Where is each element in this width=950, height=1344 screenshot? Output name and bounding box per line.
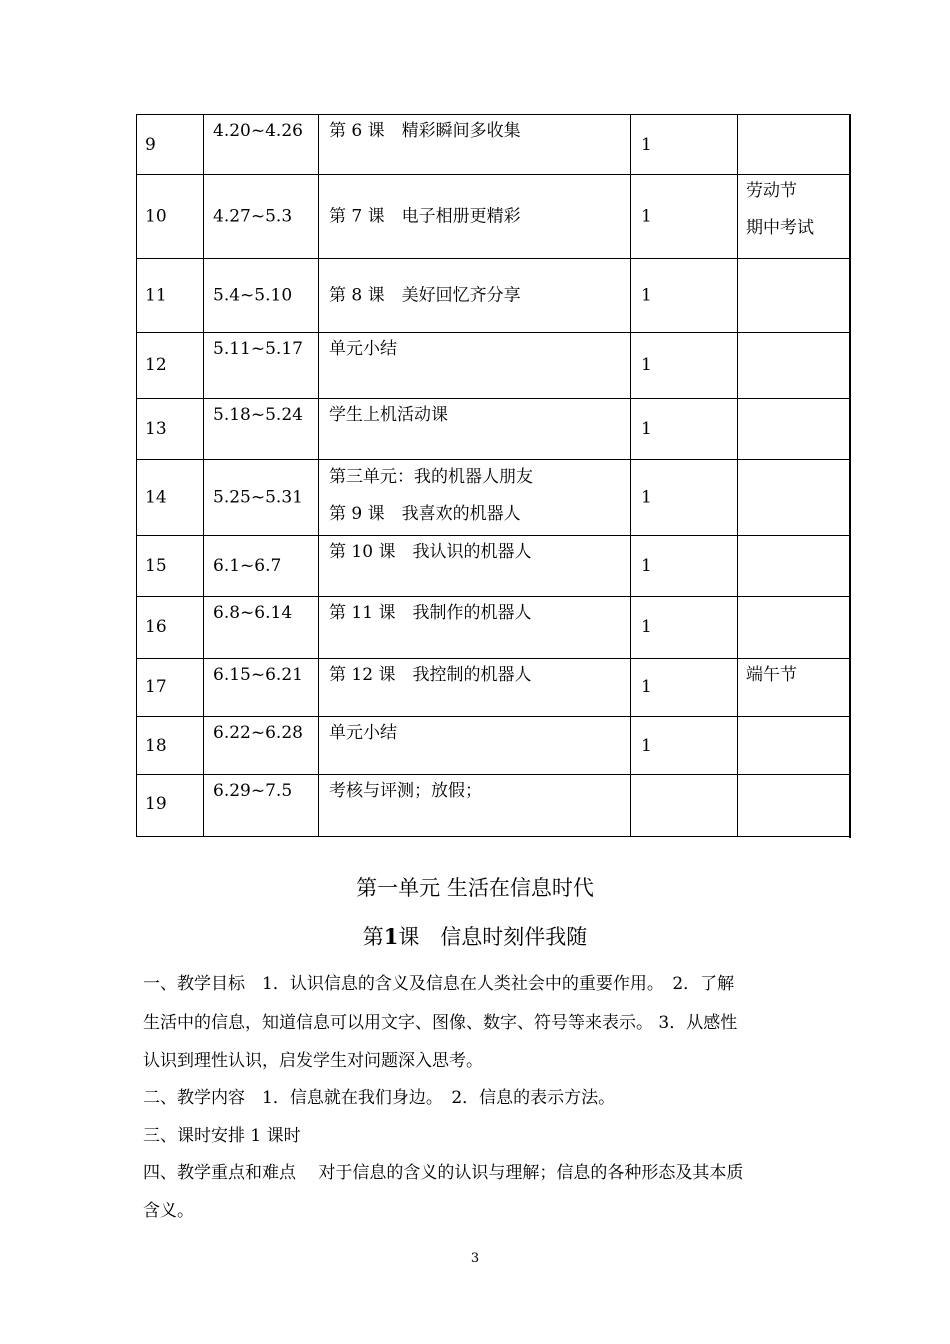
- remark: 期中考试: [746, 218, 814, 238]
- week-number: 10: [145, 206, 167, 226]
- class-hours: 1: [641, 617, 652, 637]
- lesson-content: 第 11 课 我制作的机器人: [329, 603, 532, 623]
- paragraph-line: 一、教学目标 1．认识信息的含义及信息在人类社会中的重要作用。 2．了解: [143, 974, 735, 994]
- class-hours: 1: [641, 736, 652, 756]
- paragraph-line: 含义。: [143, 1201, 194, 1221]
- week-number: 12: [145, 355, 167, 375]
- remark: 劳动节: [746, 181, 797, 201]
- table-row: [137, 115, 850, 175]
- date-range: 6.29~7.5: [213, 781, 293, 801]
- table-row: [137, 536, 850, 597]
- week-number: 9: [145, 135, 156, 155]
- date-range: 6.15~6.21: [213, 665, 303, 685]
- class-hours: 1: [641, 206, 652, 226]
- lesson-title-prefix: 第: [362, 925, 384, 949]
- paragraph-line: 生活中的信息，知道信息可以用文字、图像、数字、符号等来表示。 3．从感性: [143, 1013, 738, 1033]
- table-right-border: [849, 114, 851, 838]
- table-row: [137, 333, 850, 399]
- page-number: 3: [470, 1251, 480, 1266]
- lesson-content: 第 9 课 我喜欢的机器人: [329, 504, 521, 524]
- lesson-content: 第 8 课 美好回忆齐分享: [329, 285, 521, 305]
- class-hours: 1: [641, 355, 652, 375]
- class-hours: 1: [641, 677, 652, 697]
- table-row: [137, 399, 850, 460]
- lesson-content: 考核与评测；放假；: [329, 781, 482, 801]
- week-number: 18: [145, 736, 167, 756]
- class-hours: 1: [641, 419, 652, 439]
- lesson-title-suffix: 课 信息时刻伴我随: [398, 925, 588, 949]
- date-range: 4.27~5.3: [213, 206, 293, 226]
- paragraph-line: 认识到理性认识，启发学生对问题深入思考。: [143, 1051, 483, 1071]
- class-hours: 1: [641, 135, 652, 155]
- date-range: 4.20~4.26: [213, 121, 303, 141]
- table-row: [137, 659, 850, 717]
- week-number: 17: [145, 677, 167, 697]
- unit-title: 第一单元 生活在信息时代: [356, 876, 594, 900]
- lesson-content: 学生上机活动课: [329, 405, 448, 425]
- lesson-title-number: 1: [383, 924, 399, 949]
- table-row: [137, 775, 850, 837]
- week-number: 16: [145, 617, 167, 637]
- class-hours: 1: [641, 556, 652, 576]
- date-range: 6.1~6.7: [213, 556, 282, 576]
- schedule-table: [136, 114, 850, 837]
- date-range: 6.8~6.14: [213, 603, 293, 623]
- week-number: 15: [145, 556, 167, 576]
- table-row: [137, 460, 850, 536]
- lesson-content: 第 6 课 精彩瞬间多收集: [329, 121, 521, 141]
- week-number: 14: [145, 487, 167, 507]
- week-number: 13: [145, 419, 167, 439]
- lesson-content: 第 12 课 我控制的机器人: [329, 665, 532, 685]
- paragraph-line: 二、教学内容 1．信息就在我们身边。 2．信息的表示方法。: [143, 1088, 616, 1108]
- lesson-title: [0, 921, 950, 951]
- date-range: 5.25~5.31: [213, 487, 303, 507]
- remark: 端午节: [746, 665, 797, 685]
- lesson-content: 单元小结: [329, 339, 397, 359]
- class-hours: 1: [641, 487, 652, 507]
- lesson-content: 单元小结: [329, 723, 397, 743]
- class-hours: 1: [641, 285, 652, 305]
- table-row: [137, 259, 850, 333]
- date-range: 5.11~5.17: [213, 339, 303, 359]
- week-number: 11: [145, 285, 167, 305]
- week-number: 19: [145, 794, 167, 814]
- table-row: [137, 717, 850, 775]
- date-range: 5.18~5.24: [213, 405, 303, 425]
- table-row: [137, 597, 850, 659]
- paragraph-line: 三、课时安排 1 课时: [143, 1126, 301, 1146]
- date-range: 5.4~5.10: [213, 285, 293, 305]
- lesson-content: 第 7 课 电子相册更精彩: [329, 206, 521, 226]
- table-row: [137, 175, 850, 259]
- paragraph-line: 四、教学重点和难点 对于信息的含义的认识与理解；信息的各种形态及其本质: [143, 1163, 744, 1183]
- lesson-content: 第三单元：我的机器人朋友: [329, 467, 533, 487]
- date-range: 6.22~6.28: [213, 723, 303, 743]
- lesson-content: 第 10 课 我认识的机器人: [329, 542, 532, 562]
